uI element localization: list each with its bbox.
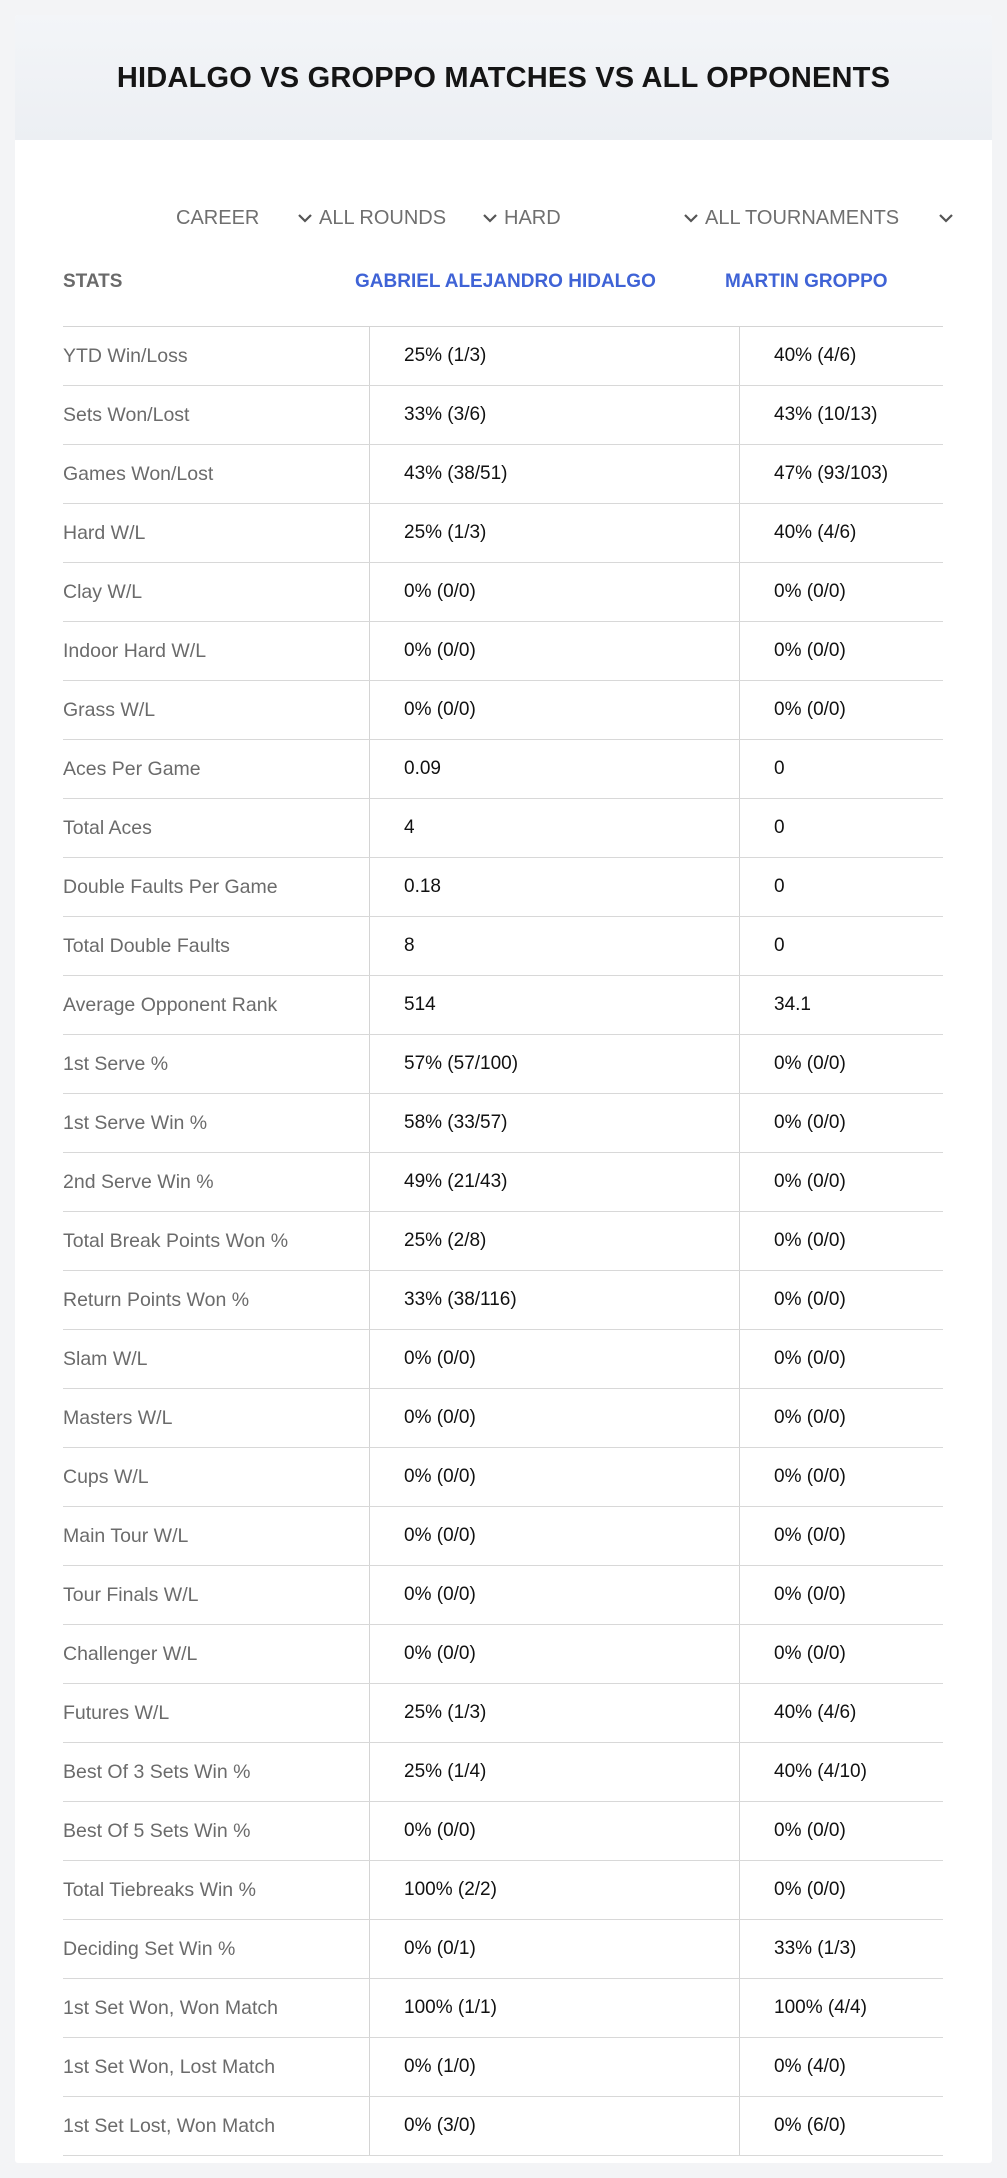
player1-stat-value: 0% (0/0) [404,640,476,661]
player2-stat-value: 47% (93/103) [774,463,889,484]
player1-stat-value: 0.18 [404,876,441,897]
filter-rounds-label: ALL ROUNDS [319,206,447,229]
stat-label: Masters W/L [63,1407,173,1429]
column-divider [739,445,740,503]
player2-stat-value: 0% (0/0) [774,1879,846,1900]
stat-label: Main Tour W/L [63,1525,189,1547]
column-divider [739,1035,740,1093]
filter-bar [15,187,992,249]
column-divider [369,681,370,739]
stats-table [63,249,943,2156]
table-row [63,976,943,1035]
column-divider [739,1684,740,1742]
player1-stat-value: 0% (1/0) [404,2056,476,2077]
stat-label: 1st Serve % [63,1053,169,1075]
player2-stat-value: 0% (0/0) [774,699,846,720]
stat-label: 1st Serve Win % [63,1112,208,1134]
column-divider [369,1566,370,1624]
column-divider [739,1861,740,1919]
column-divider [369,1212,370,1270]
stat-label: Total Double Faults [63,935,230,957]
stat-label: YTD Win/Loss [63,345,188,367]
stat-label: Sets Won/Lost [63,404,190,426]
player1-stat-value: 100% (1/1) [404,1997,497,2018]
column-divider [739,1094,740,1152]
table-row [63,1625,943,1684]
player2-stat-value: 0% (0/0) [774,581,846,602]
player2-stat-value: 0% (6/0) [774,2115,846,2136]
table-body [63,327,943,2156]
stat-label: Double Faults Per Game [63,876,278,898]
table-row [63,1330,943,1389]
player1-stat-value: 4 [404,817,415,838]
player2-stat-value: 0% (0/0) [774,1525,846,1546]
table-row [63,681,943,740]
player1-stat-value: 57% (57/100) [404,1053,519,1074]
player1-stat-value: 58% (33/57) [404,1112,508,1133]
player2-stat-value: 33% (1/3) [774,1938,857,1959]
filter-tournaments-label: ALL TOURNAMENTS [705,206,900,229]
table-row [63,445,943,504]
column-divider [739,2038,740,2096]
player2-stat-value: 40% (4/10) [774,1761,867,1782]
filter-tournaments-select[interactable] [705,203,955,233]
table-row [63,1094,943,1153]
column-divider [369,1507,370,1565]
table-row [63,622,943,681]
player2-stat-value: 34.1 [774,994,811,1015]
player2-stat-value: 0% (0/0) [774,1407,846,1428]
column-divider [369,327,370,385]
column-divider [369,1271,370,1329]
column-divider [739,858,740,916]
stat-label: Aces Per Game [63,758,201,780]
player1-stat-value: 0% (0/0) [404,1407,476,1428]
player1-stat-value: 25% (1/3) [404,345,487,366]
player1-stat-value: 0% (0/0) [404,1466,476,1487]
table-row [63,917,943,976]
filter-surface-label: HARD [504,206,561,229]
chevron-down-icon [296,209,314,227]
column-divider [739,917,740,975]
stat-label: Cups W/L [63,1466,149,1488]
player1-stat-value: 0% (0/0) [404,1525,476,1546]
player1-stat-value: 100% (2/2) [404,1879,497,1900]
stat-label: Challenger W/L [63,1643,198,1665]
column-divider [369,1684,370,1742]
stat-label: Clay W/L [63,581,143,603]
table-header [63,249,943,327]
filter-career-select[interactable] [176,203,314,233]
player1-stat-value: 514 [404,994,436,1015]
column-divider [739,976,740,1034]
column-divider [739,1507,740,1565]
filter-rounds-select[interactable] [319,203,499,233]
player2-stat-value: 0 [774,817,785,838]
stat-label: 1st Set Won, Won Match [63,1997,278,2019]
stat-label: Total Break Points Won % [63,1230,289,1252]
column-divider [739,1330,740,1388]
stats-column-header: STATS [63,271,123,292]
column-divider [369,445,370,503]
stat-label: Total Aces [63,817,152,839]
column-divider [369,1861,370,1919]
chevron-down-icon [682,209,700,227]
player2-stat-value: 43% (10/13) [774,404,878,425]
player1-stat-value: 0% (0/0) [404,1820,476,1841]
column-divider [369,976,370,1034]
column-divider [369,858,370,916]
stat-label: Grass W/L [63,699,156,721]
player1-stat-value: 49% (21/43) [404,1171,508,1192]
player2-stat-value: 0% (0/0) [774,1289,846,1310]
table-row [63,858,943,917]
table-row [63,1153,943,1212]
table-row [63,1684,943,1743]
player1-stat-value: 0% (3/0) [404,2115,476,2136]
player2-column-header[interactable]: MARTIN GROPPO [725,271,888,292]
table-row [63,1979,943,2038]
player2-stat-value: 0% (0/0) [774,1820,846,1841]
player2-stat-value: 0% (0/0) [774,1643,846,1664]
player1-stat-value: 25% (1/4) [404,1761,487,1782]
player1-stat-value: 0% (0/0) [404,1348,476,1369]
column-divider [739,1920,740,1978]
column-divider [739,1212,740,1270]
column-divider [739,1153,740,1211]
chevron-down-icon [937,209,955,227]
player2-stat-value: 0% (0/0) [774,1230,846,1251]
column-divider [369,622,370,680]
filter-surface-select[interactable] [504,203,700,233]
column-divider [739,1802,740,1860]
filter-career-label: CAREER [176,206,260,229]
table-row [63,563,943,622]
stat-label: Best Of 5 Sets Win % [63,1820,251,1842]
column-divider [369,740,370,798]
player1-stat-value: 0% (0/0) [404,581,476,602]
player2-stat-value: 0 [774,935,785,956]
player2-stat-value: 40% (4/6) [774,1702,857,1723]
column-divider [369,1802,370,1860]
column-divider [739,1625,740,1683]
column-divider [369,1153,370,1211]
column-divider [739,1389,740,1447]
stats-card [15,15,992,2163]
column-divider [369,2097,370,2155]
player1-stat-value: 43% (38/51) [404,463,508,484]
column-divider [369,1448,370,1506]
player2-stat-value: 0% (0/0) [774,1348,846,1369]
player2-stat-value: 0% (0/0) [774,1466,846,1487]
column-divider [739,740,740,798]
stat-label: 2nd Serve Win % [63,1171,214,1193]
stat-label: Return Points Won % [63,1289,250,1311]
stat-label: Indoor Hard W/L [63,640,207,662]
column-divider [369,1979,370,2037]
table-row [63,1743,943,1802]
player1-stat-value: 0% (0/0) [404,1584,476,1605]
chevron-down-icon [481,209,499,227]
player1-stat-value: 0% (0/0) [404,1643,476,1664]
player1-stat-value: 33% (38/116) [404,1289,517,1310]
player2-stat-value: 0 [774,876,785,897]
player2-stat-value: 0% (0/0) [774,1584,846,1605]
column-divider [739,1271,740,1329]
column-divider [369,563,370,621]
column-divider [739,1979,740,2037]
stat-label: Slam W/L [63,1348,148,1370]
player1-column-header[interactable]: GABRIEL ALEJANDRO HIDALGO [355,271,656,292]
page-header [15,15,992,140]
player2-stat-value: 0% (0/0) [774,640,846,661]
table-row [63,799,943,858]
table-row [63,1448,943,1507]
column-divider [369,504,370,562]
stat-label: Deciding Set Win % [63,1938,236,1960]
column-divider [739,2097,740,2155]
column-divider [369,799,370,857]
column-divider [369,1330,370,1388]
stat-label: Total Tiebreaks Win % [63,1879,256,1901]
table-row [63,1389,943,1448]
column-divider [369,2038,370,2096]
table-row [63,2038,943,2097]
player1-stat-value: 0% (0/1) [404,1938,476,1959]
player2-stat-value: 0 [774,758,785,779]
table-row [63,2097,943,2156]
player2-stat-value: 0% (0/0) [774,1053,846,1074]
player1-stat-value: 0.09 [404,758,441,779]
column-divider [369,1035,370,1093]
table-row [63,1566,943,1625]
column-divider [739,799,740,857]
column-divider [739,1743,740,1801]
column-divider [739,681,740,739]
table-row [63,327,943,386]
player1-stat-value: 25% (1/3) [404,522,487,543]
stat-label: Best Of 3 Sets Win % [63,1761,251,1783]
column-divider [369,1389,370,1447]
column-divider [369,386,370,444]
table-row [63,1035,943,1094]
stat-label: 1st Set Lost, Won Match [63,2115,276,2137]
table-row [63,386,943,445]
column-divider [739,1566,740,1624]
player1-stat-value: 25% (2/8) [404,1230,487,1251]
table-row [63,1507,943,1566]
stat-label: 1st Set Won, Lost Match [63,2056,276,2078]
player1-stat-value: 8 [404,935,415,956]
table-row [63,1920,943,1979]
table-row [63,740,943,799]
column-divider [369,917,370,975]
player1-stat-value: 25% (1/3) [404,1702,487,1723]
stat-label: Hard W/L [63,522,146,544]
column-divider [739,563,740,621]
player2-stat-value: 40% (4/6) [774,345,857,366]
stat-label: Average Opponent Rank [63,994,278,1016]
column-divider [739,1448,740,1506]
table-row [63,504,943,563]
stat-label: Games Won/Lost [63,463,214,485]
player1-stat-value: 0% (0/0) [404,699,476,720]
player1-stat-value: 33% (3/6) [404,404,487,425]
column-divider [739,327,740,385]
column-divider [739,504,740,562]
page-title: HIDALGO VS GROPPO MATCHES VS ALL OPPONENTS [116,62,891,94]
column-divider [739,622,740,680]
player2-stat-value: 0% (0/0) [774,1112,846,1133]
column-divider [739,386,740,444]
player2-stat-value: 100% (4/4) [774,1997,867,2018]
column-divider [369,1625,370,1683]
column-divider [369,1743,370,1801]
table-row [63,1271,943,1330]
table-row [63,1802,943,1861]
stat-label: Tour Finals W/L [63,1584,199,1606]
stat-label: Futures W/L [63,1702,170,1724]
table-row [63,1861,943,1920]
player2-stat-value: 40% (4/6) [774,522,857,543]
player2-stat-value: 0% (4/0) [774,2056,846,2077]
column-divider [369,1094,370,1152]
column-divider [369,1920,370,1978]
player2-stat-value: 0% (0/0) [774,1171,846,1192]
table-row [63,1212,943,1271]
